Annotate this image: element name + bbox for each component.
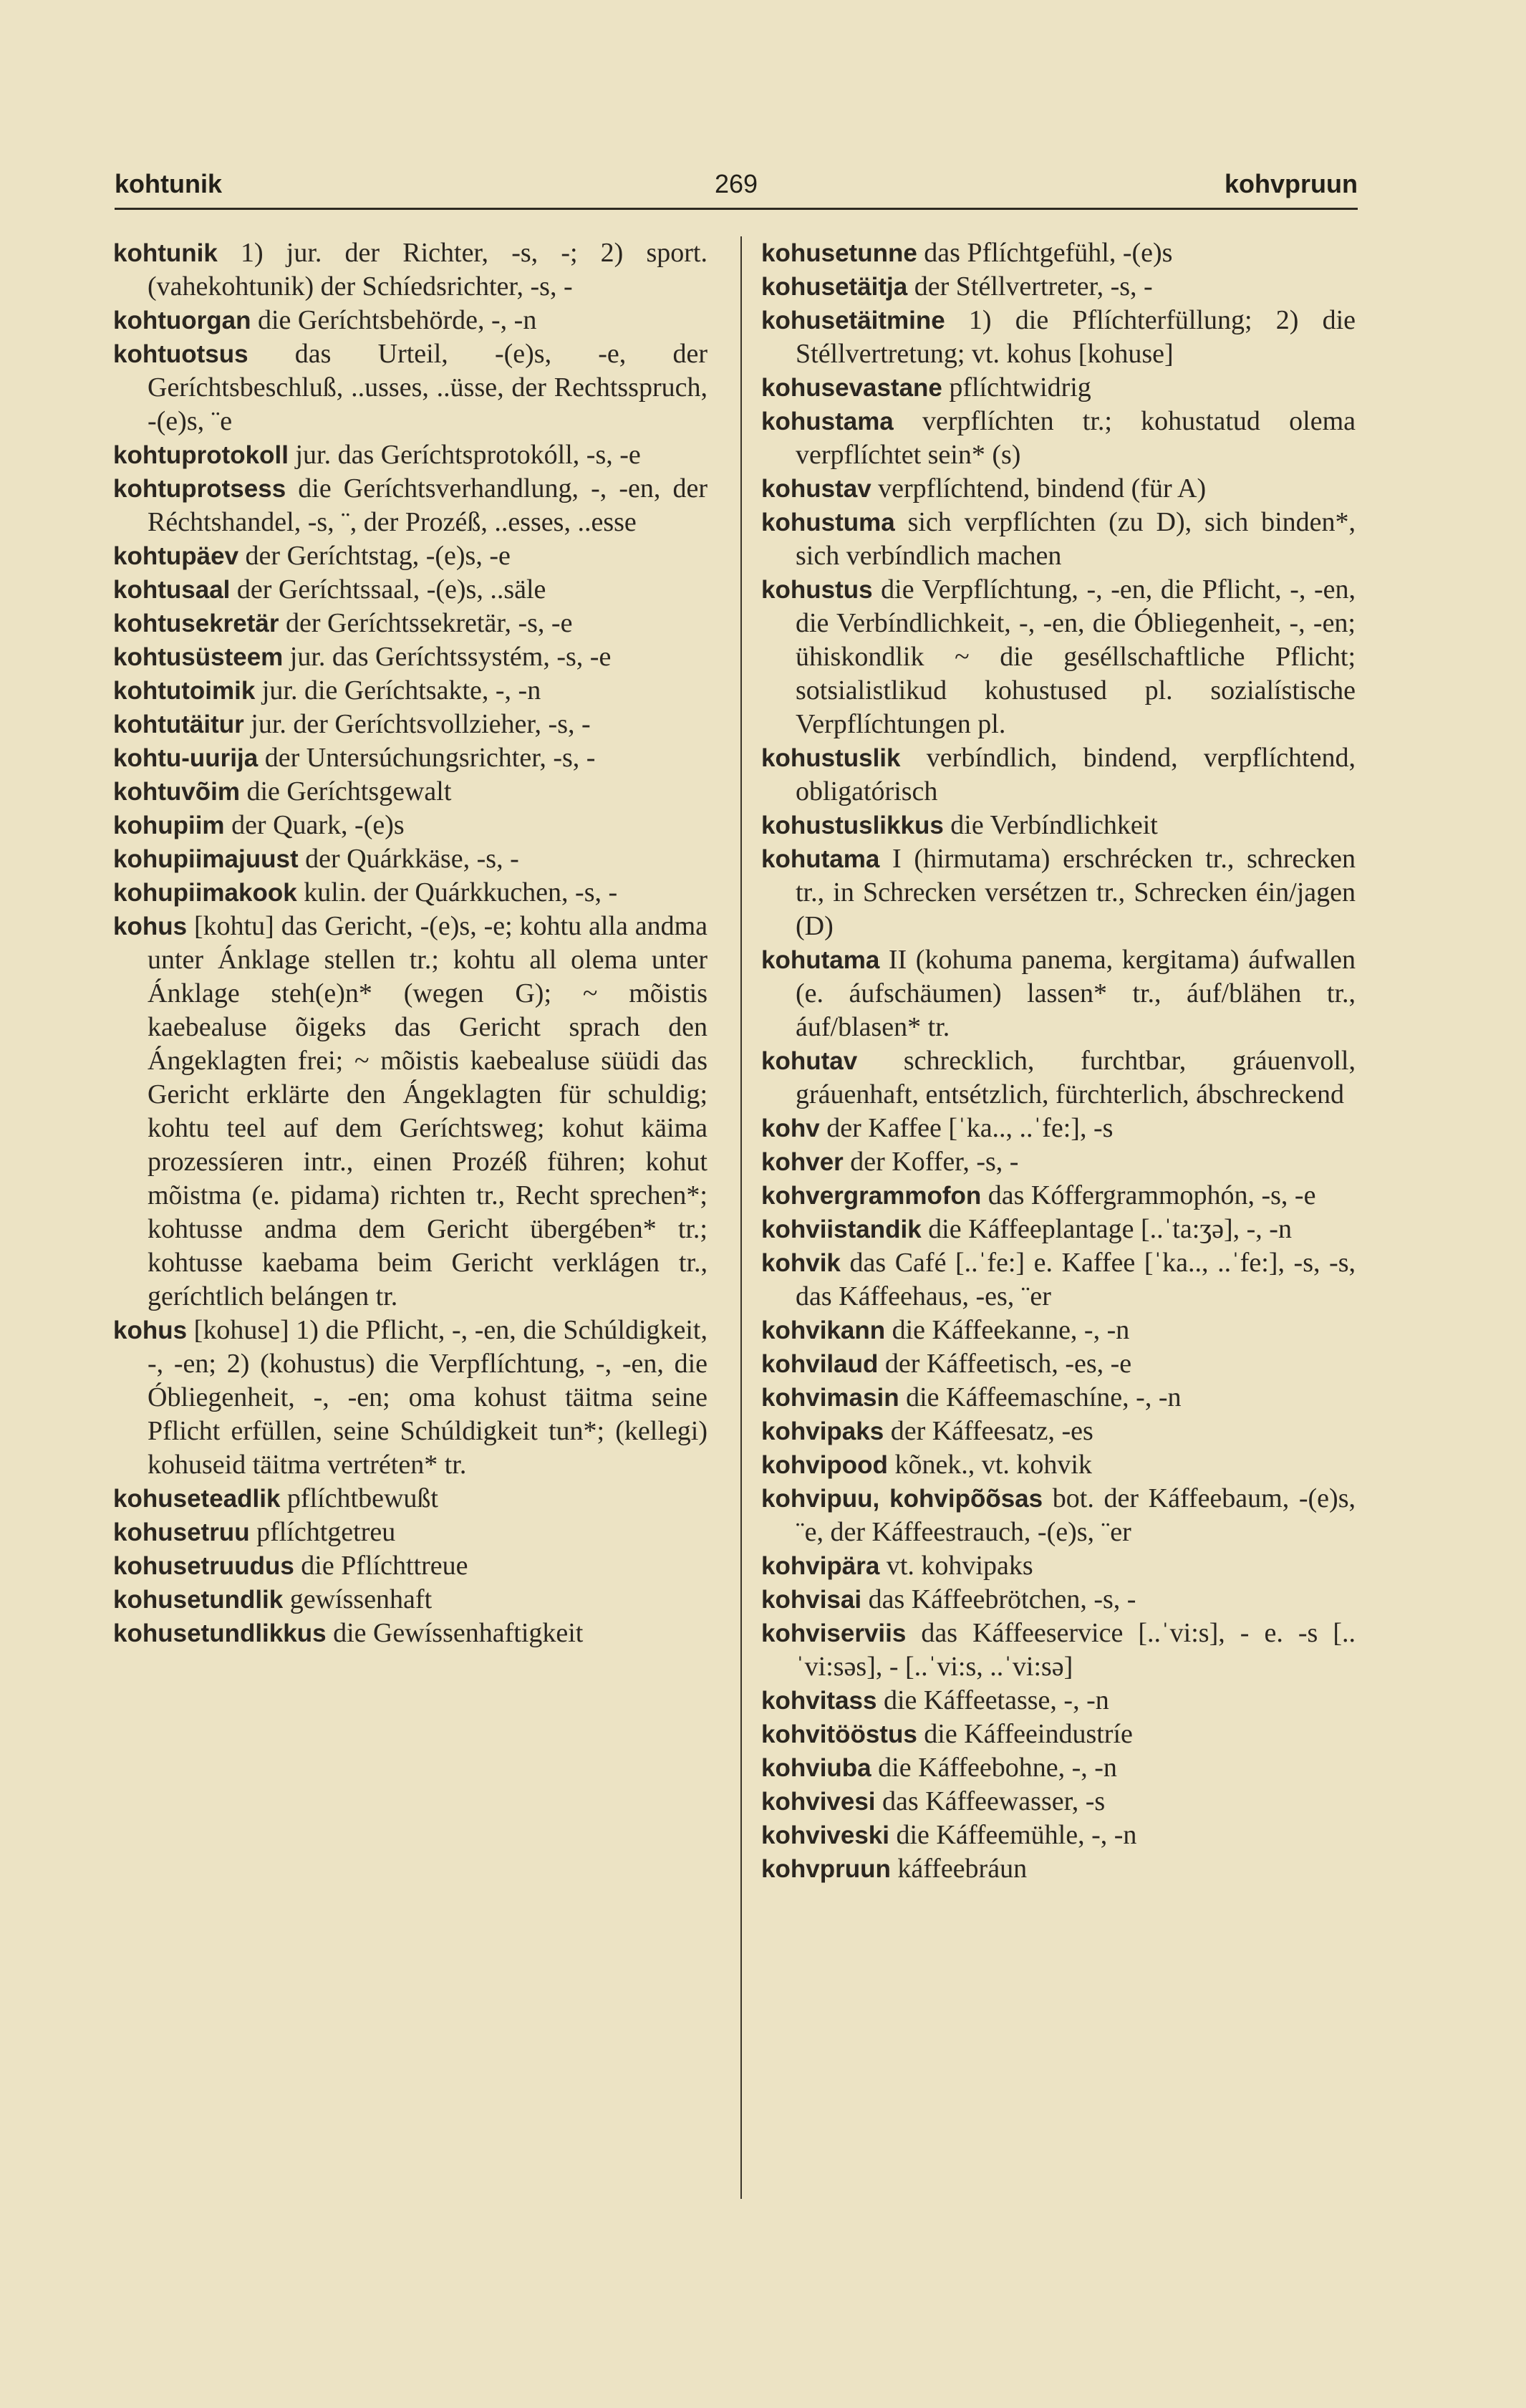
dictionary-entry	[761, 1448, 1356, 1482]
dictionary-entry	[761, 842, 1356, 943]
entry-headword: kohusetäitja	[761, 273, 908, 301]
entry-headword: kohvimasin	[761, 1384, 899, 1412]
entry-definition: I (hirmutama) erschrécken tr., schrecken tr., in Schrecken versétzen tr., Schrecken éin/jagen (D)	[796, 844, 1356, 941]
entry-definition: schrecklich, furchtbar, gráuenvoll, gráuenhaft, entsétzlich, fürchterlich, ábschreckend	[796, 1046, 1356, 1109]
dictionary-entry	[113, 573, 708, 607]
entry-definition: der Quark, -(e)s	[224, 810, 405, 840]
entry-definition: verbíndlich, bindend, verpflíchtend, obligatórisch	[796, 743, 1356, 806]
entry-definition: [kohtu] das Gericht, -(e)s, -e; kohtu alla andma unter Ánklage stellen tr.; kohtu all olema unter Ánklage steh(e)n* (wegen G); ~ mõistis kaebealuse õigeks das Gericht sprach den Ángeklagten frei; ~ mõistis kaebealuse süüdi das Gericht erklärte den Ángeklagten für schuldig; kohtu teel auf dem Geríchtsweg; kohut käima prozessíeren intr., einen Prozéß führen; kohut mõistma (e. pidama) richten tr., Recht sprechen*; kohtusse andma dem Gericht übergében* tr.; kohtusse kaebama beim Gericht verklágen tr., geríchtlich belángen tr.	[148, 911, 708, 1311]
dictionary-entry	[113, 910, 708, 1314]
entry-definition: das Urteil, -(e)s, -e, der Geríchtsbeschluß, ..usses, ..üsse, der Rechtsspruch, -(e)s, ¨e	[148, 339, 708, 436]
entry-definition: der Káffeesatz, -es	[884, 1416, 1093, 1446]
dictionary-entry	[761, 1583, 1356, 1617]
entry-definition: verpflíchtend, bindend (für A)	[871, 473, 1207, 504]
entry-definition: II (kohuma panema, kergitama) áufwallen (e. áufschäumen) lassen* tr., áuf/blähen tr., áuf/blasen* tr.	[796, 945, 1356, 1042]
entry-headword: kohtusüsteem	[113, 643, 284, 671]
entry-headword: kohusetruudus	[113, 1552, 294, 1580]
entry-headword: kohustama	[761, 408, 894, 435]
dictionary-entry	[113, 674, 708, 708]
header-last-entry: kohvpruun	[1225, 169, 1358, 198]
entry-definition: pflíchtbewußt	[280, 1483, 438, 1513]
entry-headword: kohupiimakook	[113, 879, 297, 907]
entry-headword: kohtuprotokoll	[113, 441, 289, 469]
entry-definition: 1) die Pflíchterfüllung; 2) die Stéllvertretung; vt. kohus [kohuse]	[796, 305, 1356, 369]
entry-definition: die Pflíchttreue	[294, 1551, 468, 1581]
entry-headword: kohtuprotsess	[113, 475, 286, 503]
entry-headword: kohvpruun	[761, 1855, 891, 1883]
entry-definition: die Káffeetasse, -, -n	[877, 1685, 1109, 1715]
entry-definition: die Verbíndlichkeit	[943, 810, 1158, 840]
entry-definition: gewíssenhaft	[283, 1584, 433, 1614]
entry-definition: pflíchtgetreu	[249, 1517, 396, 1547]
dictionary-entry	[761, 1381, 1356, 1415]
dictionary-entry	[113, 539, 708, 573]
dictionary-entry	[113, 1314, 708, 1482]
entry-definition: der Stéllvertreter, -s, -	[907, 271, 1153, 302]
entry-headword: kohvisai	[761, 1586, 862, 1614]
entry-headword: kohvivesi	[761, 1788, 876, 1816]
entry-headword: kohutama	[761, 946, 880, 974]
entry-headword: kohusetäitmine	[761, 307, 945, 334]
dictionary-entry	[761, 1145, 1356, 1179]
header-first-entry: kohtunik	[115, 169, 222, 198]
dictionary-entry	[113, 1617, 708, 1650]
dictionary-entry	[761, 405, 1356, 472]
entry-definition: jur. das Geríchtsprotokóll, -s, -e	[288, 440, 641, 470]
dictionary-entry	[761, 1246, 1356, 1314]
entry-headword: kohtunik	[113, 239, 218, 267]
dictionary-entry	[761, 741, 1356, 809]
column-divider	[740, 236, 742, 2199]
dictionary-entry	[761, 1112, 1356, 1145]
entry-definition: der Kaffee [ˈka.., ..ˈfe:], -s	[819, 1113, 1114, 1143]
entry-headword: kohustuslikkus	[761, 812, 944, 839]
entry-headword: kohtusekretär	[113, 610, 279, 637]
entry-headword: kohvipaks	[761, 1417, 884, 1445]
entry-definition: das Café [..ˈfe:] e. Kaffee [ˈka.., ..ˈfe:], -s, -s, das Káffeehaus, -es, ¨er	[796, 1248, 1356, 1311]
dictionary-entry	[761, 1415, 1356, 1448]
entry-definition: verpflíchten tr.; kohustatud olema verpflíchtet sein* (s)	[796, 406, 1356, 470]
entry-headword: kohtuotsus	[113, 340, 248, 368]
entry-headword: kohtutoimik	[113, 677, 256, 705]
entry-headword: kohtusaal	[113, 576, 231, 604]
dictionary-entry	[761, 573, 1356, 741]
entry-headword: kohtupäev	[113, 542, 239, 570]
dictionary-entry	[761, 472, 1356, 506]
dictionary-entry	[113, 708, 708, 741]
entry-definition: káffeebráun	[890, 1854, 1028, 1884]
entry-headword: kohustuma	[761, 509, 895, 536]
dictionary-entry	[761, 943, 1356, 1044]
entry-headword: kohusetundlikkus	[113, 1619, 327, 1647]
entry-definition: die Geríchtsbehörde, -, -n	[251, 305, 537, 335]
entry-definition: die Káffeemaschíne, -, -n	[899, 1382, 1182, 1412]
entry-definition: die Káffeebohne, -, -n	[871, 1753, 1117, 1783]
entry-headword: kohviistandik	[761, 1215, 922, 1243]
entry-headword: kohvipuu, kohvipõõsas	[761, 1485, 1043, 1513]
entry-definition: das Kóffergrammophón, -s, -e	[981, 1180, 1316, 1210]
entry-headword: kohtu-uurija	[113, 744, 259, 772]
entry-definition: der Koffer, -s, -	[843, 1147, 1019, 1177]
dictionary-entry	[113, 304, 708, 337]
entry-headword: kohutav	[761, 1047, 858, 1075]
entry-headword: kohusetruu	[113, 1518, 250, 1546]
left-column	[113, 236, 708, 1650]
dictionary-entry	[761, 506, 1356, 573]
entry-definition: das Káffeebrötchen, -s, -	[861, 1584, 1136, 1614]
header-rule	[115, 208, 1358, 210]
entry-definition: die Káffeeplantage [..ˈta:ʒə], -, -n	[921, 1214, 1292, 1244]
dictionary-entry	[761, 1718, 1356, 1751]
entry-definition: die Verpflíchtung, -, -en, die Pflicht, -, -en, die Verbíndlichkeit, -, -en, die Óbliegenheit, -, -en; ühiskondlik ~ die geséllschaftliche Pflicht; sotsialistlikud kohustused pl. sozialístische Verpflíchtungen pl.	[796, 574, 1356, 739]
entry-definition: das Káffeewasser, -s	[875, 1786, 1106, 1816]
entry-definition: die Káffeeindustríe	[917, 1719, 1133, 1749]
dictionary-entry	[761, 1617, 1356, 1684]
dictionary-entry	[761, 1852, 1356, 1886]
dictionary-entry	[113, 438, 708, 472]
dictionary-entry	[113, 876, 708, 910]
entry-headword: kohupiim	[113, 812, 225, 839]
dictionary-entry	[113, 607, 708, 640]
dictionary-entry	[761, 1684, 1356, 1718]
dictionary-entry	[113, 741, 708, 775]
dictionary-entry	[113, 337, 708, 438]
entry-definition: jur. das Geríchtssystém, -s, -e	[283, 642, 612, 672]
entry-headword: kohvilaud	[761, 1350, 879, 1378]
entry-headword: kohtutäitur	[113, 711, 244, 738]
entry-definition: das Káffeeservice [..ˈvi:s], - e. -s [..ˈvi:səs], - [..ˈvi:s, ..ˈvi:sə]	[796, 1618, 1356, 1682]
entry-definition: vt. kohvipaks	[879, 1551, 1033, 1581]
entry-definition: 1) jur. der Richter, -s, -; 2) sport. (vahekohtunik) der Schíedsrichter, -s, -	[148, 238, 708, 302]
entry-headword: kohvipära	[761, 1552, 880, 1580]
entry-headword: kohus	[113, 912, 188, 940]
dictionary-entry	[113, 1583, 708, 1617]
entry-definition: jur. der Geríchtsvollzieher, -s, -	[243, 709, 591, 739]
entry-headword: kohtuorgan	[113, 307, 251, 334]
entry-headword: kohvik	[761, 1249, 841, 1277]
dictionary-entry	[761, 1819, 1356, 1852]
dictionary-entry	[113, 640, 708, 674]
entry-definition: pflíchtwidrig	[942, 372, 1091, 403]
dictionary-entry	[113, 236, 708, 304]
entry-headword: kohustus	[761, 576, 873, 604]
entry-definition: der Quárkkäse, -s, -	[298, 844, 519, 874]
entry-definition: der Geríchtssekretär, -s, -e	[279, 608, 573, 638]
entry-headword: kohviuba	[761, 1754, 871, 1782]
dictionary-entry	[761, 236, 1356, 270]
dictionary-entry	[761, 1179, 1356, 1213]
entry-definition: die Geríchtsgewalt	[239, 776, 452, 806]
dictionary-entry	[761, 304, 1356, 371]
entry-definition: sich verpflíchten (zu D), sich binden*, sich verbíndlich machen	[796, 507, 1356, 571]
entry-headword: kohusevastane	[761, 374, 942, 402]
dictionary-entry	[761, 1482, 1356, 1549]
entry-definition: der Geríchtssaal, -(e)s, ..säle	[230, 574, 546, 605]
right-column	[761, 236, 1356, 1886]
dictionary-entry	[113, 1482, 708, 1516]
dictionary-entry	[113, 1549, 708, 1583]
dictionary-entry	[113, 842, 708, 876]
entry-definition: das Pflíchtgefühl, -(e)s	[917, 238, 1173, 268]
entry-definition: [kohuse] 1) die Pflicht, -, -en, die Schúldigkeit, -, -en; 2) (kohustus) die Verpflíchtung, -, -en, die Óbliegenheit, -, -en; oma kohust täitma seine Pflicht erfüllen, seine Schúldigkeit tun*; (kellegi) kohuseid täitma vertréten* tr.	[148, 1315, 708, 1480]
page-number: 269	[714, 169, 758, 198]
entry-definition: die Káffeekanne, -, -n	[885, 1315, 1130, 1345]
entry-headword: kohvipood	[761, 1451, 888, 1479]
entry-headword: kohvikann	[761, 1316, 886, 1344]
entry-headword: kohusetunne	[761, 239, 917, 267]
entry-definition: der Káffeetisch, -es, -e	[878, 1349, 1132, 1379]
entry-definition: kõnek., vt. kohvik	[887, 1450, 1092, 1480]
entry-headword: kohv	[761, 1114, 820, 1142]
entry-headword: kohver	[761, 1148, 844, 1176]
entry-headword: kohupiimajuust	[113, 845, 299, 873]
entry-definition: der Geríchtstag, -(e)s, -e	[238, 541, 511, 571]
dictionary-entry	[761, 809, 1356, 842]
entry-headword: kohtuvõim	[113, 778, 240, 806]
entry-definition: der Untersúchungsrichter, -s, -	[258, 743, 596, 773]
dictionary-entry	[113, 775, 708, 809]
entry-headword: kohviserviis	[761, 1619, 907, 1647]
entry-headword: kohvitass	[761, 1687, 877, 1715]
entry-definition: bot. der Káffeebaum, -(e)s, ¨e, der Káffeestrauch, -(e)s, ¨er	[796, 1483, 1356, 1547]
dictionary-entry	[113, 1516, 708, 1549]
dictionary-entry	[113, 809, 708, 842]
dictionary-entry	[761, 1213, 1356, 1246]
entry-definition: die Káffeemühle, -, -n	[889, 1820, 1137, 1850]
dictionary-entry	[761, 1549, 1356, 1583]
entry-headword: kohustav	[761, 475, 871, 503]
entry-headword: kohvergrammofon	[761, 1182, 982, 1210]
entry-definition: kulin. der Quárkkuchen, -s, -	[296, 877, 618, 907]
dictionary-entry	[761, 270, 1356, 304]
dictionary-entry	[761, 1785, 1356, 1819]
dictionary-entry	[761, 371, 1356, 405]
dictionary-entry	[761, 1751, 1356, 1785]
entry-headword: kohusetundlik	[113, 1586, 284, 1614]
dictionary-entry	[113, 472, 708, 539]
entry-definition: die Gewíssenhaftigkeit	[326, 1618, 584, 1648]
dictionary-entry	[761, 1044, 1356, 1112]
entry-definition: die Geríchtsverhandlung, -, -en, der Réchtshandel, -s, ¨, der Prozéß, ..esses, ..esse	[148, 473, 708, 537]
entry-headword: kohviveski	[761, 1821, 889, 1849]
dictionary-entry	[761, 1314, 1356, 1347]
entry-headword: kohuseteadlik	[113, 1485, 281, 1513]
entry-headword: kohus	[113, 1316, 188, 1344]
entry-headword: kohvitööstus	[761, 1720, 917, 1748]
dictionary-entry	[761, 1347, 1356, 1381]
entry-headword: kohutama	[761, 845, 880, 873]
entry-headword: kohustuslik	[761, 744, 901, 772]
entry-definition: jur. die Geríchtsakte, -, -n	[255, 675, 541, 705]
running-header	[115, 162, 1358, 205]
